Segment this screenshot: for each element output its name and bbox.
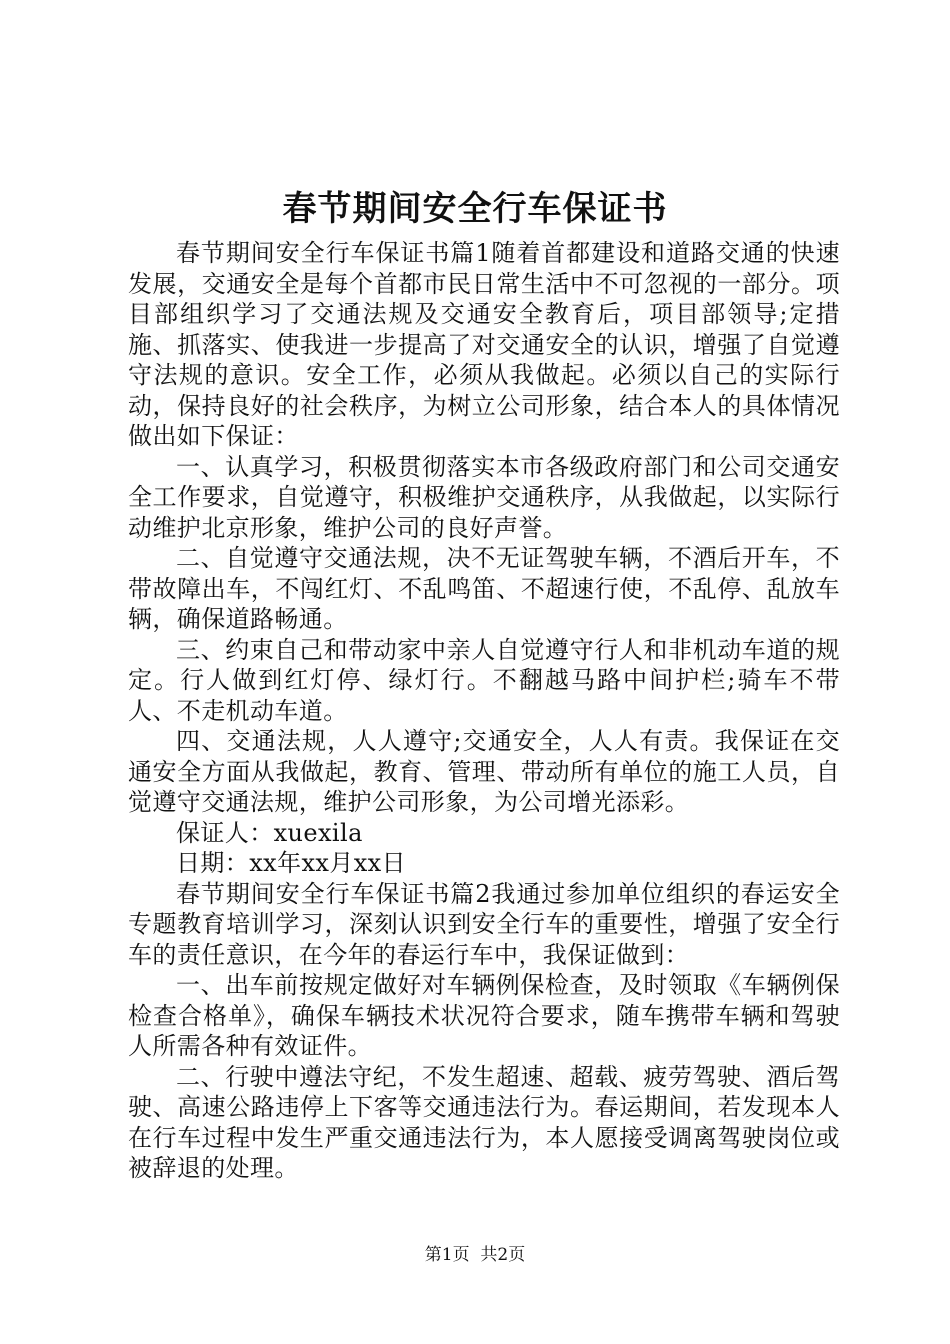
page-footer: [0, 1244, 950, 1266]
paragraph-item-2: 二、自觉遵守交通法规，决不无证驾驶车辆，不酒后开车，不带故障出车，不闯红灯、不乱鸣笛、不超速行使，不乱停、乱放车辆，确保道路畅通。: [128, 544, 840, 633]
document-title: 春节期间安全行车保证书: [282, 189, 668, 229]
paragraph-item-1: 一、认真学习，积极贯彻落实本市各级政府部门和公司交通安全工作要求，自觉遵守，积极维护交通秩序，从我做起，以实际行动维护北京形象，维护公司的良好声誉。: [128, 452, 840, 542]
paragraph-item-3: 三、约束自己和带动家中亲人自觉遵守行人和非机动车道的规定。行人做到红灯停、绿灯行。不翻越马路中间护栏;骑车不带人、不走机动车道。: [128, 635, 840, 725]
document-body: [128, 238, 840, 1184]
guarantor-line: 保证人：xuexila: [176, 818, 363, 847]
paragraph-intro-1: 春节期间安全行车保证书篇1随着首都建设和道路交通的快速发展，交通安全是每个首都市民日常生活中不可忽视的一部分。项目部组织学习了交通法规及交通安全教育后，项目部领导;定措施、抓落实、使我进一步提高了对交通安全的认识，增强了自觉遵守法规的意识。安全工作，必须从我做起。必须以自己的实际行动，保持良好的社会秩序，为树立公司形象，结合本人的具体情况做出如下保证：: [128, 239, 840, 450]
paragraph-item-5: 一、出车前按规定做好对车辆例保检查，及时领取《车辆例保检查合格单》，确保车辆技术状况符合要求，随车携带车辆和驾驶人所需各种有效证件。: [128, 971, 840, 1060]
paragraph-item-6: 二、行驶中遵法守纪，不发生超速、超载、疲劳驾驶、酒后驾驶、高速公路违停上下客等交通违法行为。春运期间，若发现本人在行车过程中发生严重交通违法行为，本人愿接受调离驾驶岗位或被辞退的处理。: [128, 1062, 840, 1182]
date-line: 日期：xx年xx月xx日: [176, 849, 407, 877]
page-number: 第1页: [424, 1245, 470, 1265]
paragraph-intro-2: 春节期间安全行车保证书篇2我通过参加单位组织的春运安全专题教育培训学习，深刻认识到安全行车的重要性，增强了安全行车的责任意识，在今年的春运行车中，我保证做到：: [128, 879, 840, 969]
page-total: 共2页: [480, 1245, 526, 1265]
paragraph-item-4: 四、交通法规，人人遵守;交通安全，人人有责。我保证在交通安全方面从我做起，教育、管理、带动所有单位的施工人员，自觉遵守交通法规，维护公司形象，为公司增光添彩。: [128, 727, 840, 816]
